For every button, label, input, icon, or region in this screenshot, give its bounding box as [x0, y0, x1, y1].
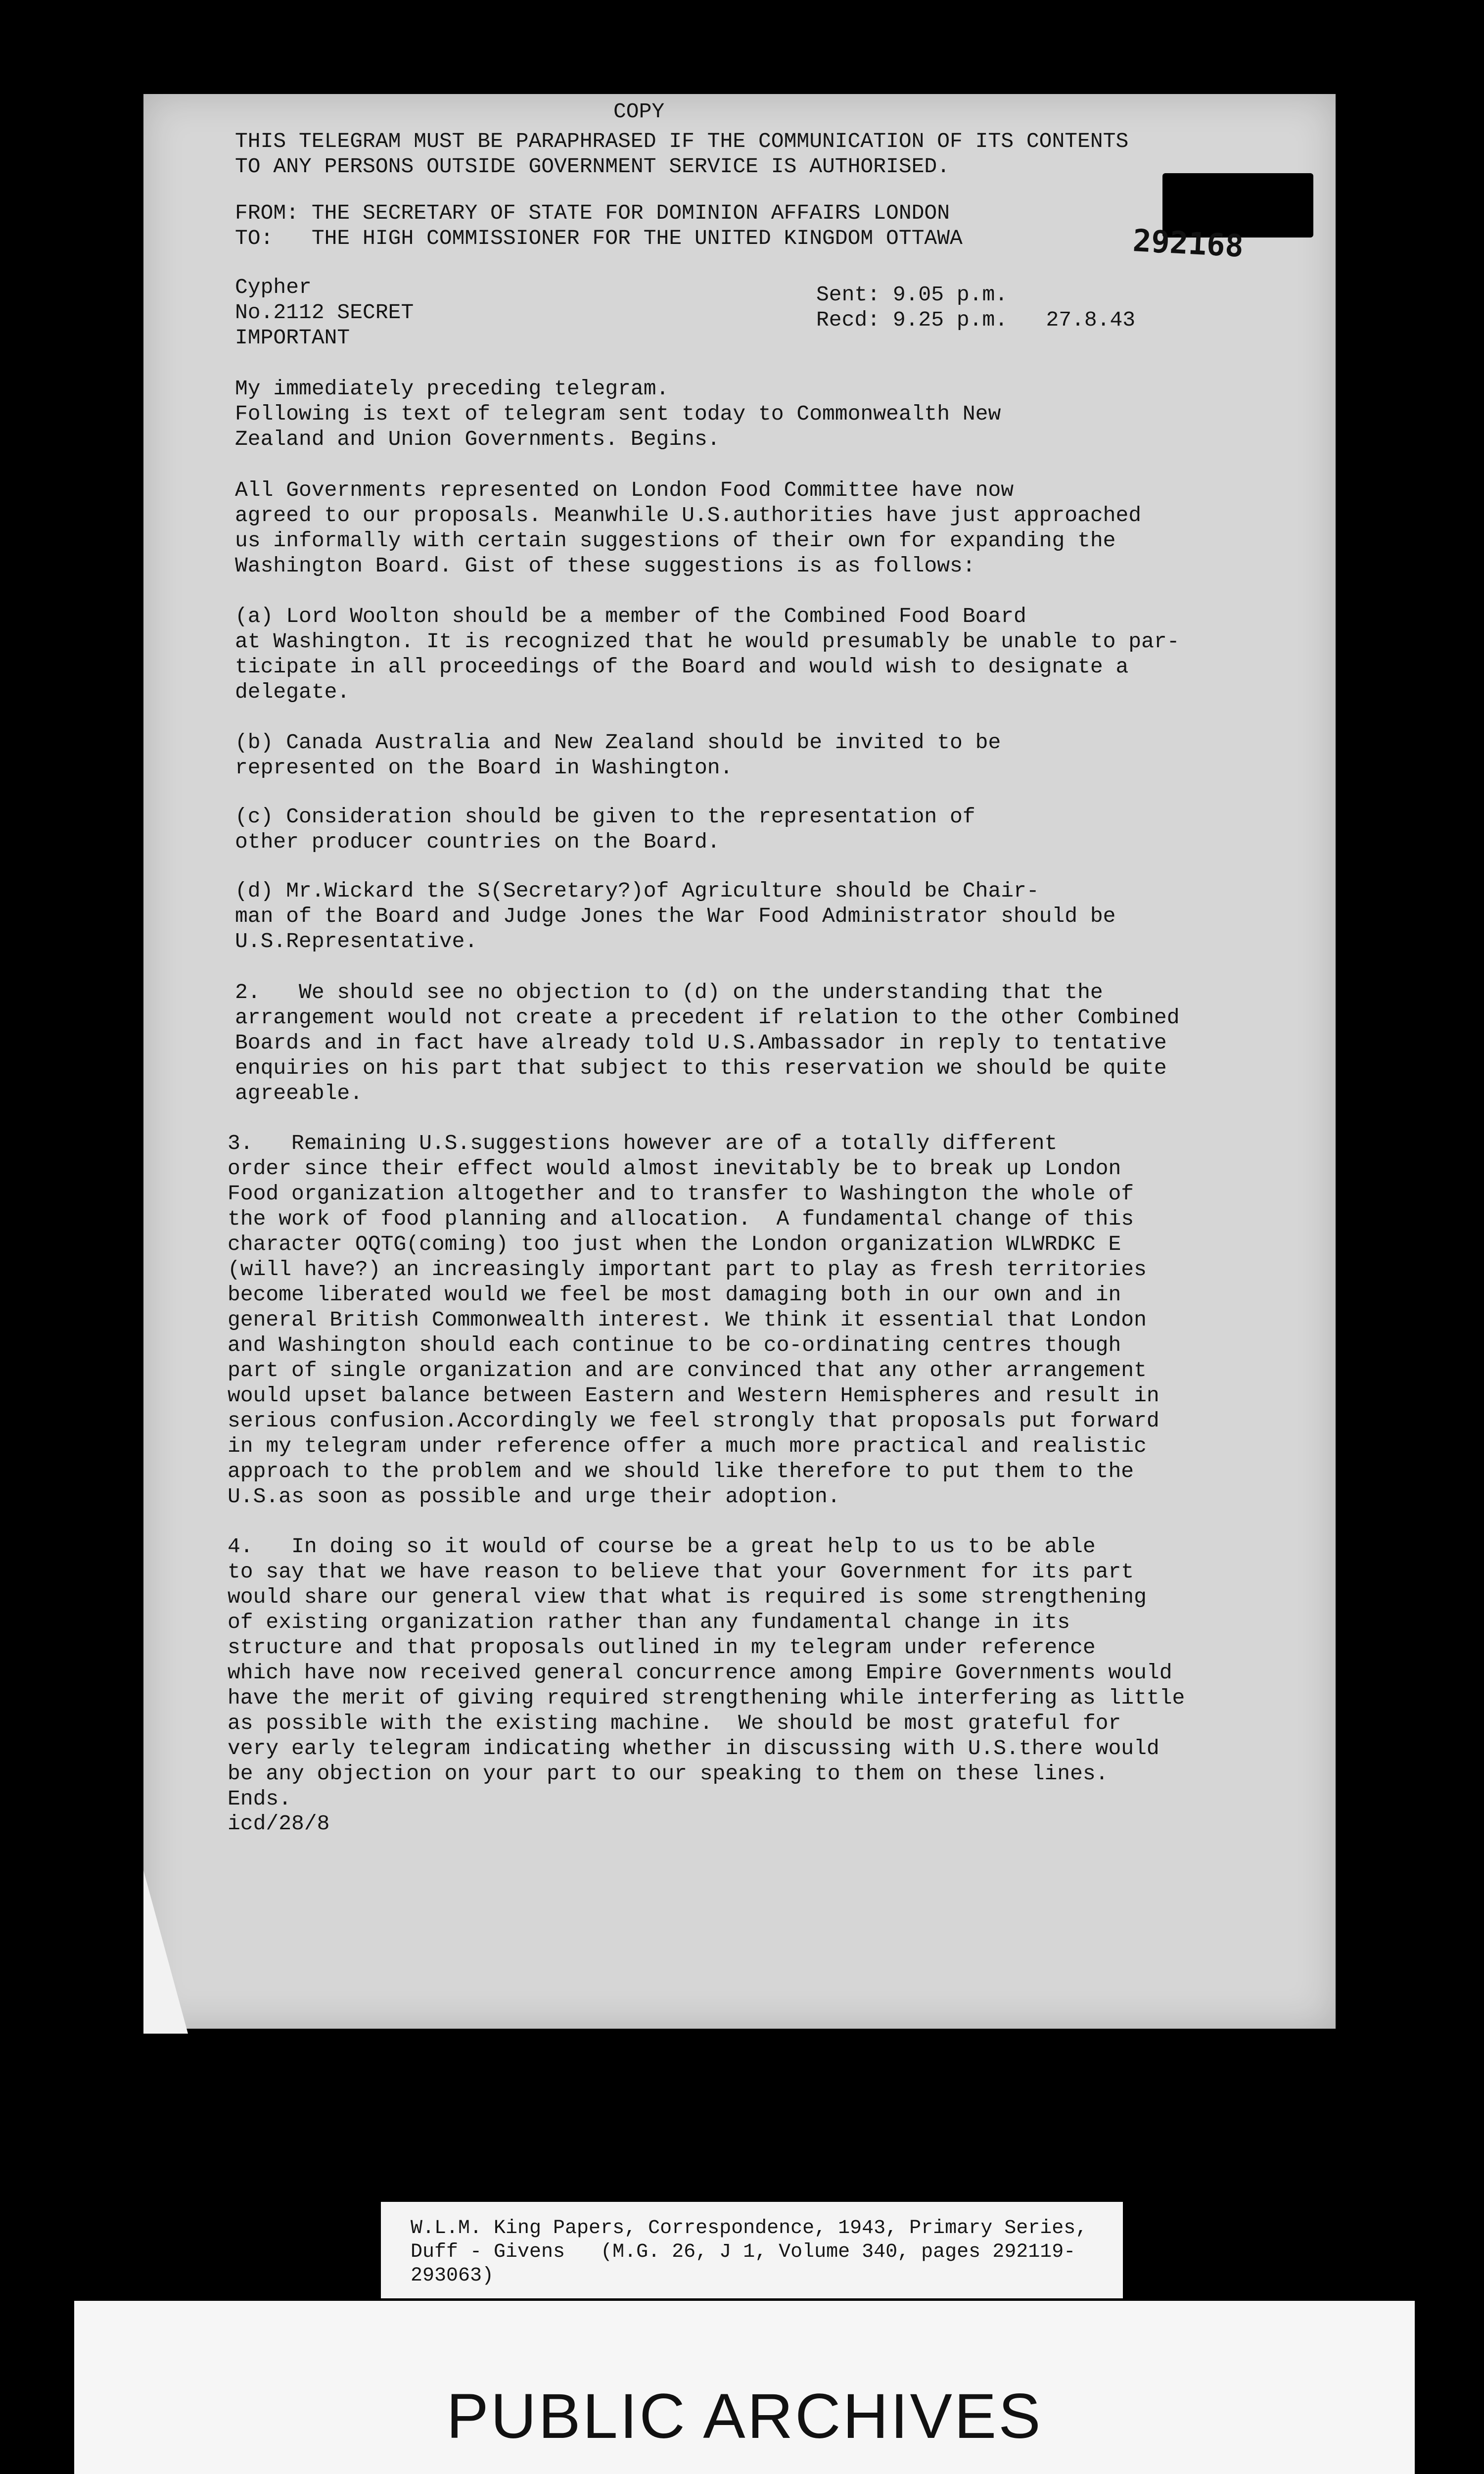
telegram-header: THIS TELEGRAM MUST BE PARAPHRASED IF THE COMMUNICATION OF ITS CONTENTS TO ANY PERSONS OUTSIDE GOVERNMENT SERVICE IS AUTHORISED.	[235, 129, 1129, 179]
paragraph-c: (c) Consideration should be given to the representation of other producer countries on the Board.	[235, 805, 975, 854]
paragraph-a: (a) Lord Woolton should be a member of the Combined Food Board at Washington. It is recognized that he would presumably be unable to par- ticipate in all proceedings of the Board and would wish to designate a delegate.	[235, 604, 1180, 704]
copy-label: COPY	[613, 99, 665, 124]
intro-paragraph	[235, 376, 1001, 452]
sent-received-block: Sent: 9.05 p.m. Recd: 9.25 p.m. 27.8.43	[816, 283, 1136, 332]
page-number-stamp: 292168	[1132, 222, 1245, 264]
footer-code: icd/28/8	[228, 1811, 330, 1836]
archives-line-english: PUBLIC ARCHIVES	[446, 2381, 1043, 2452]
paragraph-2: 2. We should see no objection to (d) on the understanding that the arrangement would not create a precedent if relation to the other Combined Boards and in fact have already told U.S.Ambassador in reply to tentative enquiries on his part that subject to this reservation we should be quite agreeable.	[235, 980, 1180, 1105]
file-reference-label	[381, 2202, 1123, 2298]
archives-banner	[74, 2301, 1415, 2474]
paragraph-1: All Governments represented on London Food Committee have now agreed to our proposals. Meanwhile U.S.authorities have just approached us informally with certain suggestions of their own for expanding the Washington Board. Gist of these suggestions is as follows:	[235, 478, 1142, 578]
routing-block: FROM: THE SECRETARY OF STATE FOR DOMINION AFFAIRS LONDON TO: THE HIGH COMMISSIONER FOR THE UNITED KINGDOM OTTAWA	[235, 201, 963, 250]
paragraph-4: 4. In doing so it would of course be a great help to us to be able to say that we have reason to believe that your Government for its part would share our general view that what is required is some strengthening of existing organization rather than any fundamental change in its structure and that proposals outlined in my telegram under reference which have now received general concurrence among Empire Governments would have the merit of giving required strengthening while interfering as little as possible with the existing machine. We should be most grateful for very early telegram indicating whether in discussing with U.S.there would be any objection on your part to our speaking to them on these lines. Ends.	[228, 1534, 1185, 1811]
paragraph-d: (d) Mr.Wickard the S(Secretary?)of Agriculture should be Chair- man of the Board and Judge Jones the War Food Administrator should be U.S.Representative.	[235, 879, 1116, 953]
paragraph-b: (b) Canada Australia and New Zealand should be invited to be represented on the Board in Washington.	[235, 730, 1001, 780]
file-reference-text: W.L.M. King Papers, Correspondence, 1943, Primary Series, Duff - Givens (M.G. 26, J 1, Volume 340, pages 292119- 293063)	[411, 2217, 1088, 2287]
intro-text: My immediately preceding telegram. Following is text of telegram sent today to Commonwealth New Zealand and Union Governments. Begins.	[235, 377, 1001, 451]
paragraph-3: 3. Remaining U.S.suggestions however are of a totally different order since their effect would almost inevitably be to break up London Food organization altogether and to transfer to Washington the whole of the work of food planning and allocation. A fundamental change of this character OQTG(coming) too just when the London organization WLWRDKC E (will have?) an increasingly important part to play as fresh territories become liberated would we feel be most damaging both in our own and in general British Commonwealth interest. We think it essential that London and Washington should each continue to be co-ordinating centres though part of single organization and are convinced that any other arrangement would upset balance between Eastern and Western Hemispheres and result in serious confusion.Accordingly we feel strongly that proposals put forward in my telegram under reference offer a much more practical and realistic approach to the problem and we should like therefore to put them to the U.S.as soon as possible and urge their adoption.	[228, 1131, 1159, 1509]
torn-corner	[143, 1870, 188, 2034]
cypher-block: Cypher No.2112 SECRET IMPORTANT	[235, 275, 414, 350]
